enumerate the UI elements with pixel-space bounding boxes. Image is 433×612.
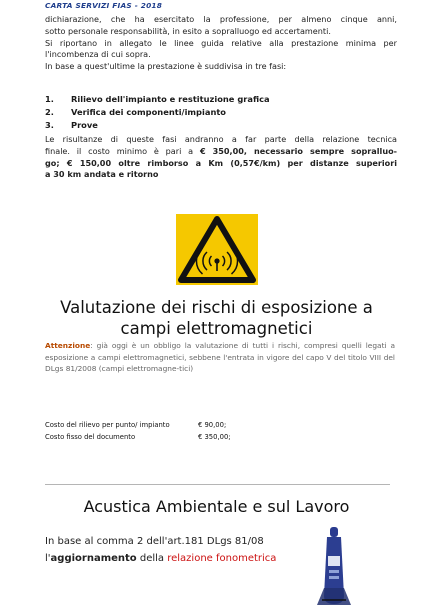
section-title-emf: Valutazione dei rischi di esposizione a: [60, 298, 373, 317]
intro-paragraph: [45, 14, 397, 73]
agg-red: relazione fonometrica: [167, 553, 277, 564]
phase-number: 3.: [45, 120, 54, 130]
cost-value: € 350,00;: [198, 433, 231, 441]
phase-label: Prove: [71, 120, 98, 130]
phase-item: [45, 107, 226, 117]
price-detail: go; € 150,00 oltre rimborso a Km (0,57€/km) per distanze superiori: [45, 157, 397, 168]
results-paragraph: [45, 134, 397, 181]
document-header: CARTA SERVIZI FIAS - 2018: [45, 1, 163, 10]
section-title-emf: campi elettromagnetici: [120, 319, 313, 338]
results-line: Le risultanze di queste fasi andranno a far parte della relazione tecnica: [45, 134, 397, 144]
sound-level-meter-icon: [314, 526, 354, 606]
agg-mid: della: [136, 553, 168, 564]
section-title-acustica: Acustica Ambientale e sul Lavoro: [83, 497, 350, 516]
acustica-text: In base al comma 2 dell'art.181 DLgs 81/08: [45, 536, 264, 547]
radiation-warning-icon: [176, 214, 258, 285]
phase-number: 2.: [45, 107, 54, 117]
intro-line: sotto personale responsabilità, in esito a sopralluogo ed accertamenti.: [45, 25, 331, 36]
cost-value: € 90,00;: [198, 421, 227, 429]
intro-line: Si riportano in allegato le linee guida relative alla prestazione minima per: [45, 37, 397, 48]
intro-line: l'incombenza di cui sopra.: [45, 49, 151, 60]
results-text: finale. il costo minimo è pari a: [45, 145, 200, 156]
results-line: [45, 169, 397, 181]
cost-line: [45, 433, 231, 441]
attention-paragraph: [45, 340, 395, 375]
cost-label: Costo del rilievo per punto/ impianto: [45, 421, 170, 429]
price-minimum: € 350,00, necessario sempre sopralluo-: [199, 145, 397, 156]
phase-item: [45, 120, 98, 130]
results-line: [45, 146, 397, 158]
results-line: [45, 158, 397, 170]
acustica-text: [45, 553, 276, 564]
price-detail: a 30 km andata e ritorno: [45, 169, 159, 180]
phase-label: Verifica dei componenti/impianto: [71, 107, 227, 117]
intro-line: dichiarazione, che ha esercitato la professione, per almeno cinque anni,: [45, 14, 397, 24]
attention-keyword: Attenzione: [45, 341, 91, 350]
intro-line: In base a quest'ultime la prestazione è suddivisa in tre fasi:: [45, 61, 287, 72]
phase-item: [45, 94, 270, 104]
section-divider: [45, 484, 390, 485]
agg-pre: l': [45, 553, 51, 564]
phase-label: Rilievo dell'impianto e restituzione grafica: [71, 94, 270, 104]
agg-bold: aggiornamento: [50, 553, 137, 564]
cost-line: [45, 421, 227, 429]
attention-text: : già oggi è un obbligo la valutazione di tutti i rischi, compresi quelli legati a esposizione a campi elettromagnetici, sebbene l'entrata in vigore del capo V del titolo VIII del DLgs 81/2008 (campi elettromagne-tici): [45, 341, 395, 373]
cost-label: Costo fisso del documento: [45, 433, 136, 441]
phase-number: 1.: [45, 94, 54, 104]
